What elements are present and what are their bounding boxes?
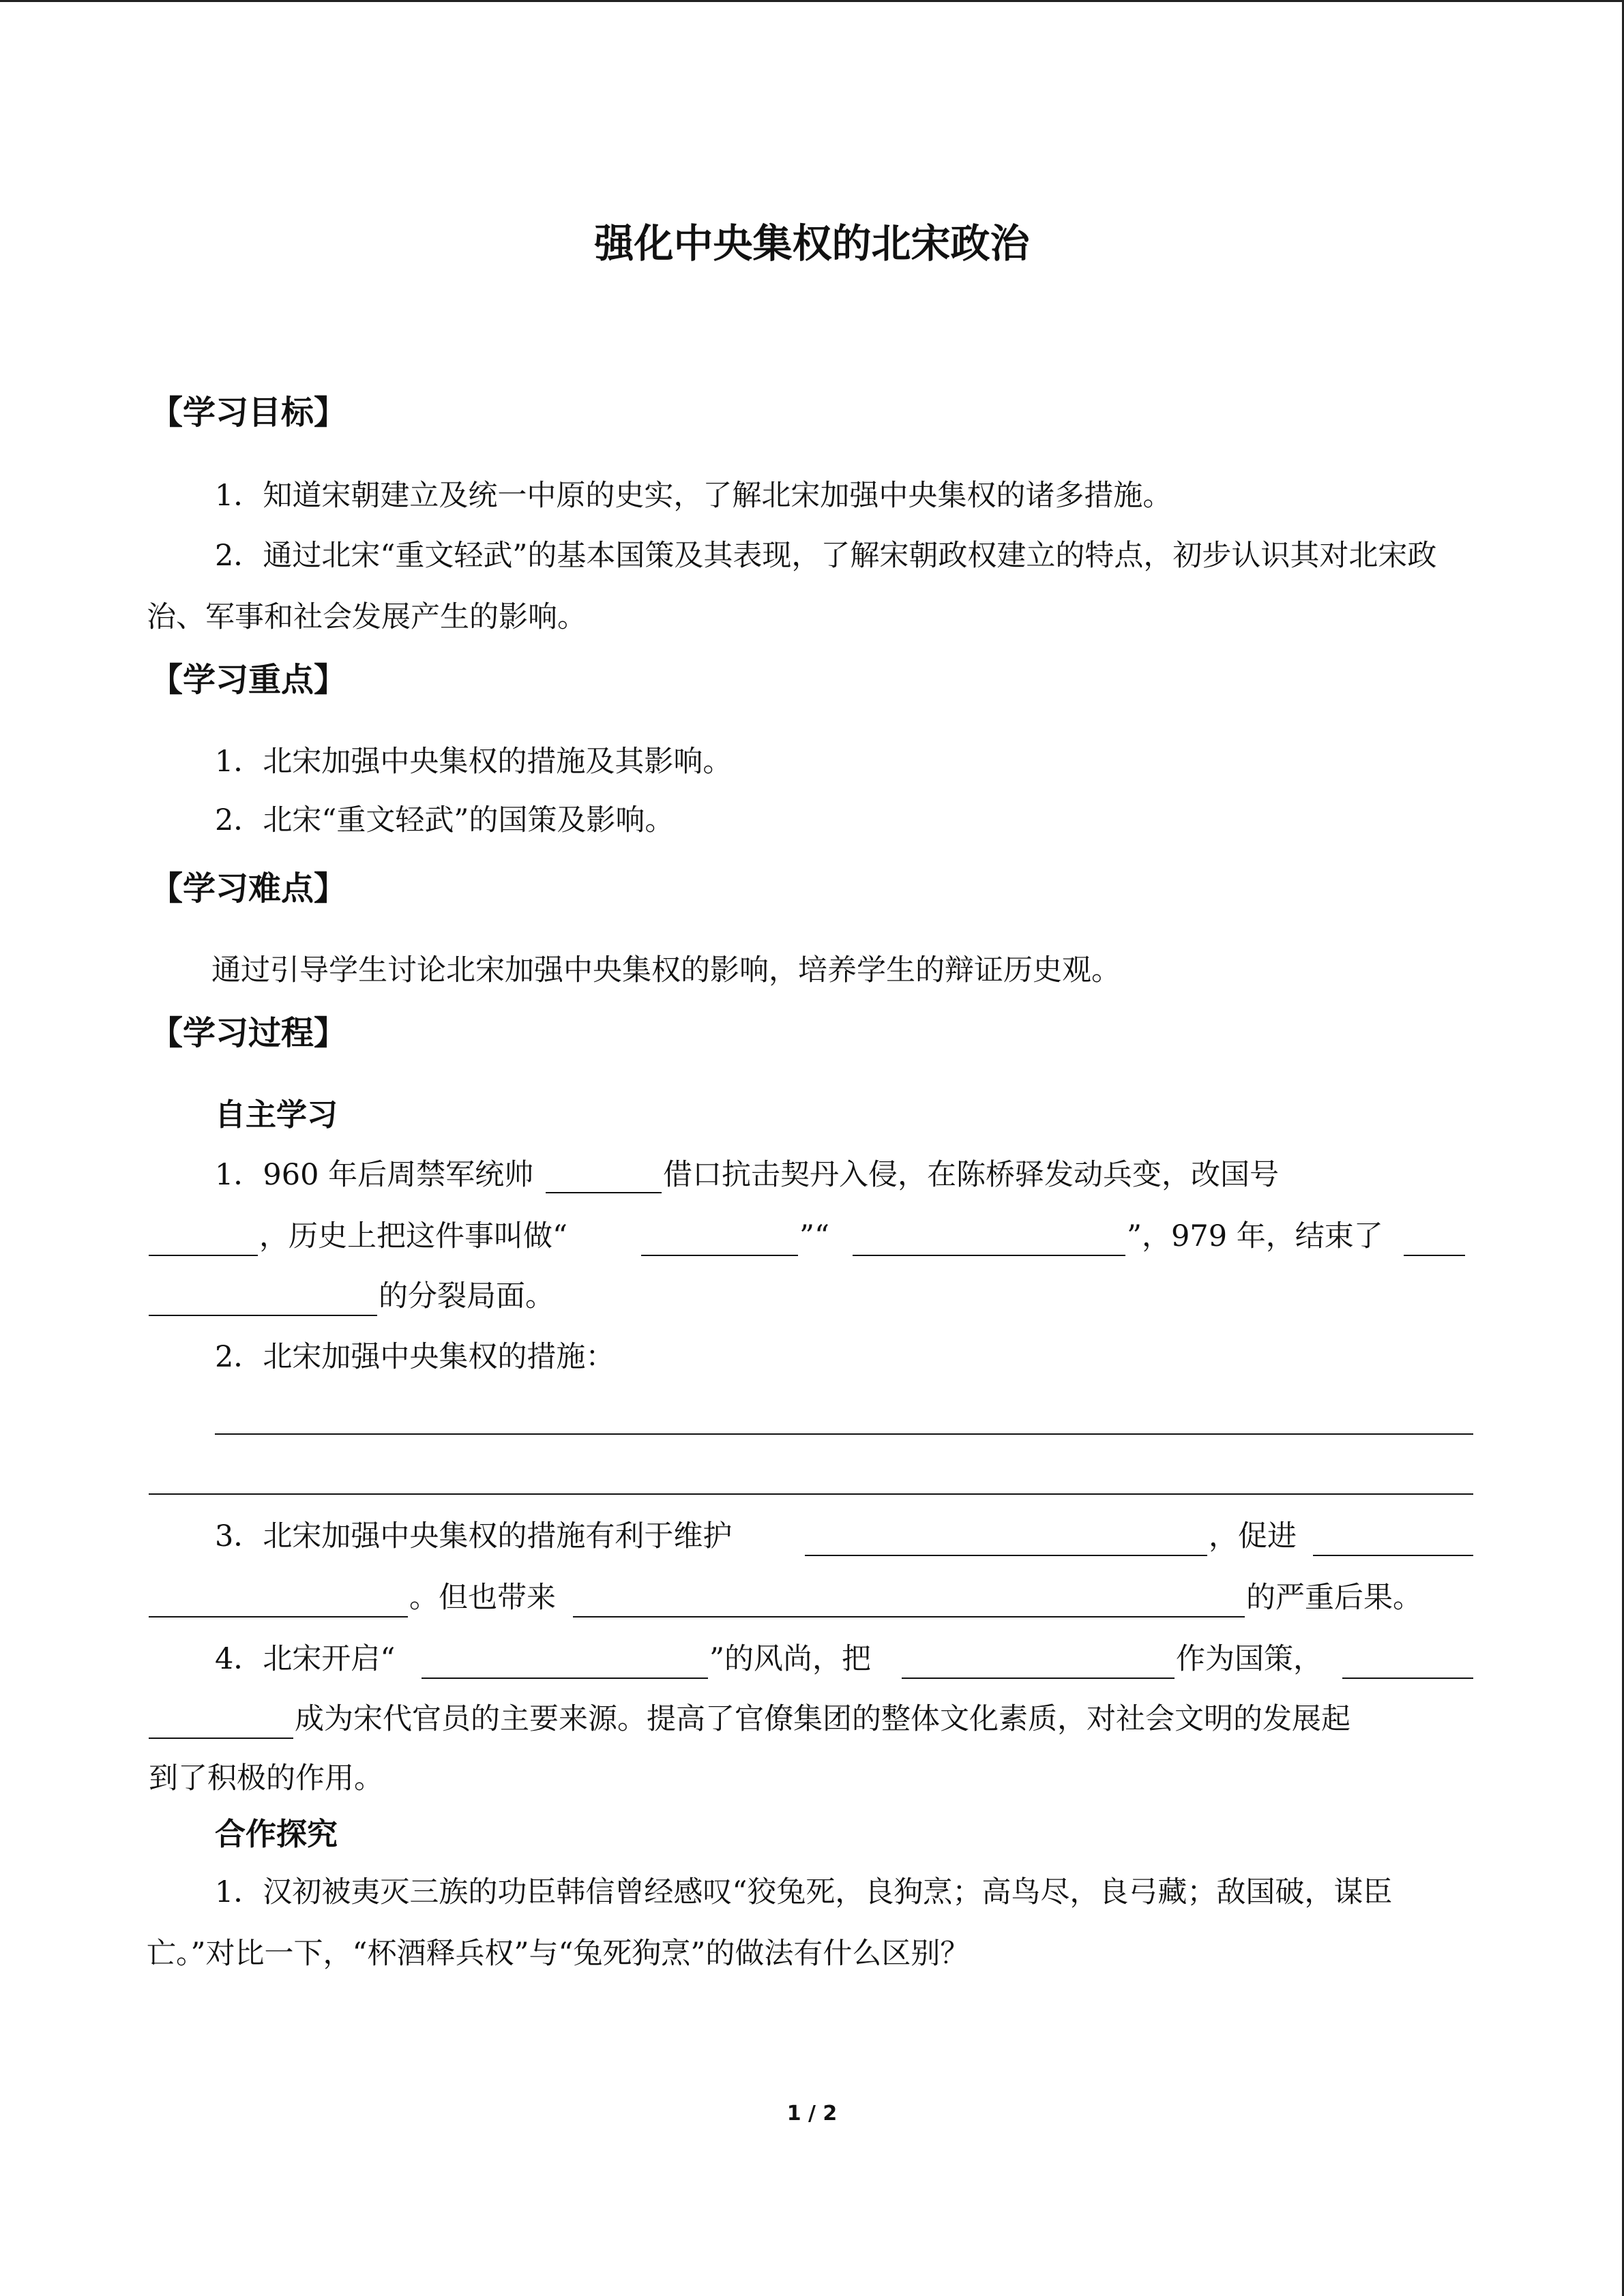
q4-text-d: 成为宋代官员的主要来源。提高了官僚集团的整体文化素质，对社会文明的发展起 bbox=[295, 1702, 1350, 1736]
self-study-label: 自主学习 bbox=[215, 1097, 338, 1133]
objectives-heading: 【学习目标】 bbox=[150, 393, 347, 432]
q1-blank-dynasty[interactable] bbox=[149, 1255, 258, 1256]
key-points-heading: 【学习重点】 bbox=[150, 661, 347, 699]
process-heading: 【学习过程】 bbox=[150, 1014, 347, 1052]
q1-text-c: ，历史上把这件事叫做“ bbox=[259, 1219, 567, 1253]
objective-item-1: 1．知道宋朝建立及统一中原的史实，了解北宋加强中央集权的诸多措施。 bbox=[215, 479, 1172, 513]
q3-text-d: 的严重后果。 bbox=[1246, 1581, 1422, 1615]
q3-text-c: 。但也带来 bbox=[409, 1581, 556, 1615]
q1-blank-period-b[interactable] bbox=[149, 1315, 377, 1316]
q4-blank-trend[interactable] bbox=[422, 1678, 708, 1679]
key-point-item-2: 2．北宋“重文轻武”的国策及影响。 bbox=[215, 803, 675, 837]
page-title: 强化中央集权的北宋政治 bbox=[594, 220, 1030, 267]
q4-text-c: 作为国策， bbox=[1176, 1642, 1323, 1676]
q4-text-b: ”的风尚，把 bbox=[709, 1642, 871, 1676]
q1-text-f: 的分裂局面。 bbox=[379, 1279, 555, 1313]
q4-text-a: 4．北宋开启“ bbox=[215, 1642, 396, 1676]
q1-blank-leader[interactable] bbox=[546, 1192, 662, 1193]
q2-answer-line-2[interactable] bbox=[149, 1493, 1473, 1495]
q3-blank-promote-a[interactable] bbox=[1313, 1555, 1473, 1556]
q3-text-b: ，促进 bbox=[1209, 1519, 1297, 1553]
difficulties-text: 通过引导学生讨论北宋加强中央集权的影响，培养学生的辩证历史观。 bbox=[211, 953, 1121, 987]
q3-blank-consequence[interactable] bbox=[573, 1616, 1245, 1617]
q1-blank-period-a[interactable] bbox=[1404, 1255, 1465, 1256]
key-point-item-1: 1．北宋加强中央集权的措施及其影响。 bbox=[215, 745, 733, 779]
q1-blank-event-1[interactable] bbox=[641, 1255, 798, 1256]
page-number: 1 / 2 bbox=[786, 2102, 838, 2126]
q1-text-b: 借口抗击契丹入侵，在陈桥驿发动兵变，改国号 bbox=[663, 1158, 1279, 1192]
difficulties-heading: 【学习难点】 bbox=[150, 869, 347, 908]
q4-blank-source-a[interactable] bbox=[1342, 1678, 1473, 1679]
q3-blank-maintain[interactable] bbox=[805, 1555, 1207, 1556]
top-border bbox=[0, 0, 1624, 2]
cooperation-label: 合作探究 bbox=[215, 1816, 338, 1852]
q1-text-e: ”，979 年，结束了 bbox=[1127, 1219, 1383, 1253]
q3-text-a: 3．北宋加强中央集权的措施有利于维护 bbox=[215, 1519, 733, 1553]
q4-blank-source-b[interactable] bbox=[149, 1738, 293, 1739]
q1-text-a: 1．960 年后周禁军统帅 bbox=[215, 1158, 534, 1192]
cooperation-question-1: 1．汉初被夷灭三族的功臣韩信曾经感叹“狡兔死，良狗烹；高鸟尽，良弓藏；敌国破，谋臣亡。”对比一下，“杯酒释兵权”与“兔死狗烹”的做法有什么区别？ bbox=[147, 1875, 1393, 1971]
q2-text: 2．北宋加强中央集权的措施： bbox=[215, 1340, 615, 1374]
q2-answer-line-1[interactable] bbox=[215, 1433, 1473, 1435]
q4-text-e: 到了积极的作用。 bbox=[149, 1761, 383, 1795]
q4-blank-policy[interactable] bbox=[902, 1678, 1175, 1679]
q3-blank-promote-b[interactable] bbox=[149, 1616, 408, 1617]
objective-item-2: 2．通过北宋“重文轻武”的基本国策及其表现，了解宋朝政权建立的特点，初步认识其对北宋政治、军事和社会发展产生的影响。 bbox=[147, 539, 1437, 634]
q1-text-d: ”“ bbox=[799, 1219, 829, 1253]
q1-blank-event-2[interactable] bbox=[853, 1255, 1125, 1256]
